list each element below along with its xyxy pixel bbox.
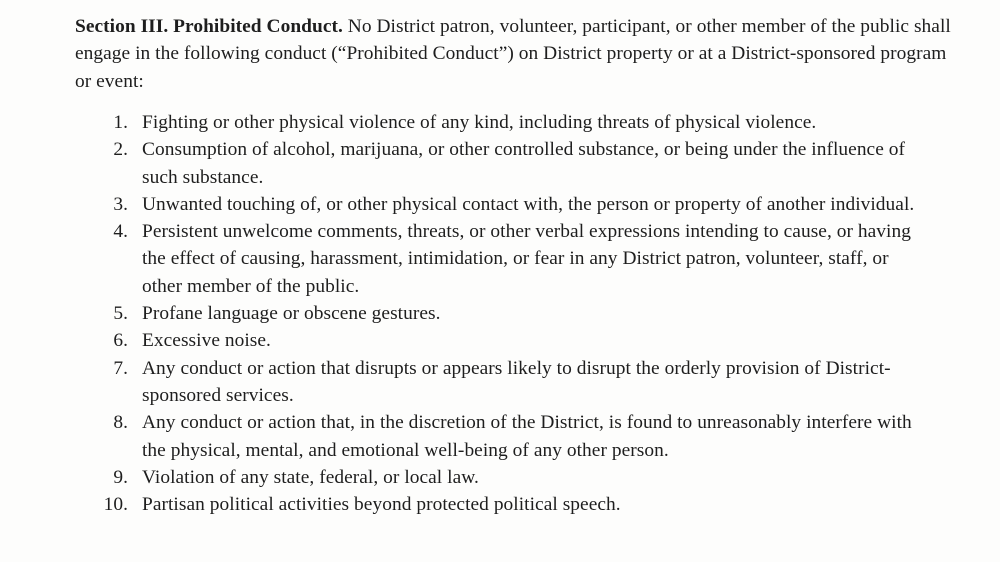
prohibited-conduct-list [0, 109, 1000, 518]
list-item [0, 300, 1000, 327]
list-item-text: Any conduct or action that disrupts or appears likely to disrupt the orderly provision of District-sponsored services. [142, 357, 891, 406]
list-item-number: 5. [113, 303, 128, 325]
list-item [0, 109, 1000, 136]
list-item-text: Any conduct or action that, in the discretion of the District, is found to unreasonably interfere with the physical, mental, and emotional well-being of any other person. [142, 412, 912, 461]
list-item-number: 1. [113, 112, 128, 133]
list-item-number: 4. [113, 221, 128, 243]
section-heading: Section III. Prohibited Conduct. [75, 16, 343, 37]
list-item-number: 7. [113, 357, 128, 379]
list-item-number: 3. [113, 193, 128, 215]
list-item-number: 2. [113, 139, 128, 161]
list-item-text: Persistent unwelcome comments, threats, or other verbal expressions intending to cause, or having the effect of causing, harassment, intimidation, or fear in any District patron, volunteer, staff, or other member of the public. [142, 221, 911, 297]
list-item-text: Consumption of alcohol, marijuana, or other controlled substance, or being under the influence of such substance. [142, 139, 906, 188]
list-item-text: Profane language or obscene gestures. [142, 303, 441, 325]
list-item [0, 491, 1000, 518]
list-item [0, 327, 1000, 354]
list-item [0, 218, 1000, 300]
list-item-text: Fighting or other physical violence of any kind, including threats of physical violence. [142, 112, 817, 133]
list-item-number: 6. [113, 330, 128, 352]
section-intro-paragraph [75, 13, 955, 95]
list-item [0, 409, 1000, 464]
list-item [0, 191, 1000, 218]
list-item-text: Violation of any state, federal, or local law. [142, 466, 479, 488]
list-item-number: 10. [103, 494, 128, 516]
list-item [0, 355, 1000, 410]
list-item [0, 464, 1000, 491]
list-item [0, 136, 1000, 191]
list-item-number: 9. [113, 466, 128, 488]
section-intro-text: No District patron, volunteer, participant, or other member of the public shall engage in the following conduct (“Prohibited Conduct”) on District property or at a District-sponsored program or event: [75, 16, 951, 92]
list-item-number: 8. [113, 412, 128, 434]
list-item-text: Excessive noise. [142, 330, 271, 352]
list-item-text: Unwanted touching of, or other physical contact with, the person or property of another individual. [142, 193, 915, 215]
list-item-text: Partisan political activities beyond protected political speech. [142, 494, 621, 516]
